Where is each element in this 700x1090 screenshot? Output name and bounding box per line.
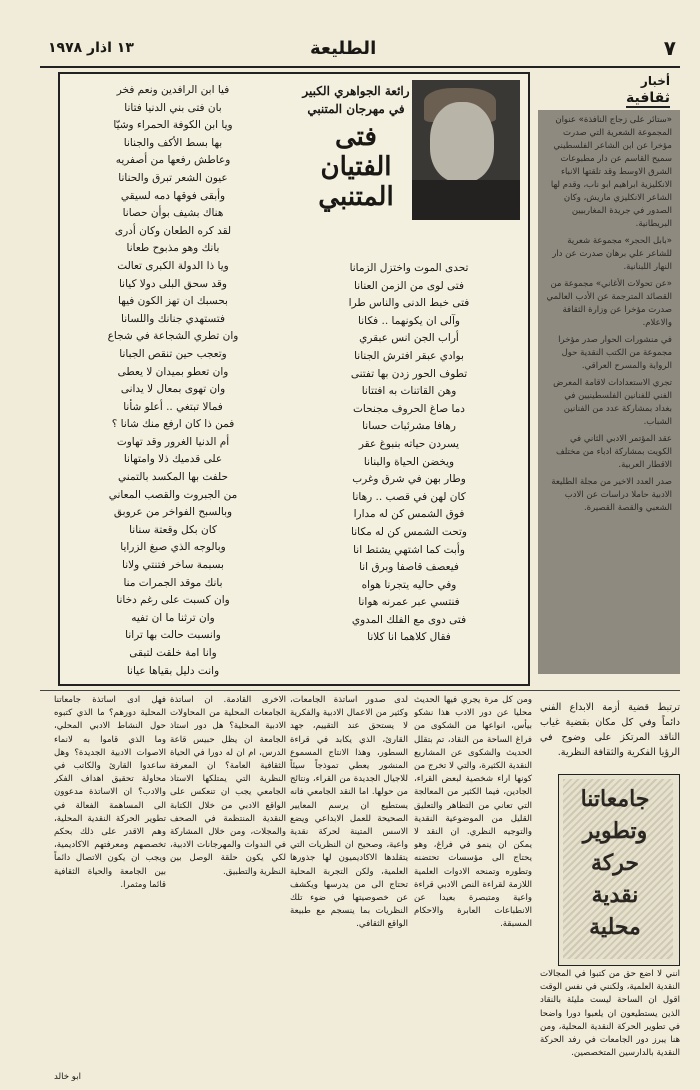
poem-subtitle-1: رائعة الجواهري الكبير bbox=[302, 84, 410, 98]
poem-verse: وان كسبت على رغم دخانا bbox=[116, 594, 230, 607]
poem-verse: رهافا مشرئبات حسانا bbox=[362, 420, 456, 433]
article-lead bbox=[540, 700, 680, 775]
poem-verse: وتعجب حين تنقص الجبانا bbox=[119, 347, 227, 360]
paragraph: الاخرى القادمة. ان اساتذة الجامعات المحلية من المحاولات الادبية المحلية؟ هل دور استاذ الجامعة ان يظل حبيس قاعة الدرس، ام ان له دورا في الحياة الثقافية العامة؟ ان المعرفة النظرية التي يمتلكها الاستاذ الجامعي يجب ان تنعكس على الواقع الادبي من خلال الكتابة النقدية المنتظمة في الصحف والمجلات، ومن خلال المشاركة في الندوات والمهرجانات الادبية، لكي يكون حلقة الوصل بين النظرية والتطبيق. bbox=[170, 695, 286, 877]
poem-verse: بانك وهو مذبوح طعانا bbox=[126, 242, 220, 255]
poem-verse: وطار بهن في شرق وغرب bbox=[352, 473, 466, 486]
poem-verse: على قدميك ذلا وامتهانا bbox=[123, 453, 223, 466]
article-column-5 bbox=[54, 694, 166, 1090]
news-item: صدر العدد الاخير من مجلة الطليعة الادبية حاملا دراسات عن الادب الشعبي والقصة القصيرة. bbox=[551, 477, 672, 513]
poem-verse: بان فتى بني الدنيا فتانا bbox=[124, 101, 222, 114]
poem-verse: وبالوجه الذي صبغ الزرايا bbox=[120, 541, 226, 554]
section-divider bbox=[40, 690, 680, 691]
news-item: «ستائر على زجاج النافذة» عنوان المجموعة الشعرية التي صدرت مؤخرا عن ابن الشاعر الفلسطيني سميح القاسم عن دار مطبوعات الشرق الاوسط وقد تلقتها الانباء الانكليزية ابراهيم ابو ناب، وقدم لها الشاعر الانكليزي ماريش، وكان الصدور في جريدة المغاربيين البريطانية. bbox=[550, 115, 672, 229]
title-word: جامعاتنا bbox=[580, 786, 650, 812]
poem-verse: فتى لوى من الزمن العنانا bbox=[354, 279, 464, 292]
poem-verse: وأبت كما اشتهي يشتط انا bbox=[353, 543, 465, 556]
poem-verse: حلفت بها المكسد بالتمني bbox=[118, 471, 228, 484]
poem-verse: هناك بشيف بوأن حصانا bbox=[122, 207, 224, 220]
poem-verse: وآلى ان يكونهما .. فكانا bbox=[358, 314, 460, 327]
poem-title: فتى الفتيان المتنبي bbox=[318, 122, 394, 212]
poem-verse: وبالسبح الفواخر من عروبق bbox=[113, 506, 233, 519]
poem-verse: فيا ابن الرافدين ونعم فخر bbox=[116, 84, 230, 96]
poem-verse: وانا امة خلقت لتبقى bbox=[129, 647, 217, 659]
poem-verse: لقد كره الطعان وكان أدرى bbox=[114, 224, 232, 237]
sidebar-title-1: أخبار bbox=[640, 74, 670, 88]
poem-verse: بحسبك ان تهز الكون فيها bbox=[118, 295, 228, 308]
author-signature: ابو خالد bbox=[54, 1072, 82, 1082]
news-item: عقد المؤتمر الادبي الثاني في الكويت بمشاركة ادباء من مختلف الاقطار العربية. bbox=[555, 434, 672, 470]
paragraph: انني لا اضع حق من كتبوا في المجالات النقدية العلمية، ولكنني في نفس الوقت اقول ان الساحة ليست مليئة بالنقاد الذين يستطيعون ان يلعبوا دورا واضحا في تطوير الحركة النقدية المحلية، ومن هنا يبرز دور الجامعات في رفد الحركة النقدية بالدارسين المتخصصين. bbox=[540, 969, 680, 1059]
poem-verse: فوق الشمس كن له مدارا bbox=[353, 508, 465, 521]
article-column-4 bbox=[170, 694, 286, 1090]
page-header bbox=[40, 36, 680, 68]
poem-verse: وتحت الشمس كن له مكانا bbox=[351, 525, 467, 538]
poem-verse: دما صاغ الحروف مجنحات bbox=[353, 402, 465, 415]
poem-verse: أم الدنيا الغرور وقد تهاوت bbox=[116, 435, 230, 448]
poem-verse: فيعصف قاصفا وبرق انا bbox=[359, 561, 459, 574]
article-column-1-bottom bbox=[540, 968, 680, 1088]
publication-name: الطليعة bbox=[310, 38, 377, 59]
poet-photo bbox=[412, 80, 520, 220]
poem-verse: وانسبت حالت بها ترانا bbox=[125, 629, 221, 642]
lead-paragraph: ترتبط قضية أزمة الابداع الفني دائماً وفي كل مكان بقضية غياب الناقد المرتكز على وضوح في الرؤيا الفكرية والثقافة النظرية. bbox=[540, 702, 680, 758]
news-item: في منشورات الحوار صدر مؤخرا مجموعة من الكتب النقدية حول الرواية والمسرح العراقي. bbox=[558, 335, 672, 371]
poem-verse: تطوف الحور زدن بها تفتنى bbox=[350, 367, 468, 380]
poem-verse: وعاطش رفعها من أصفريه bbox=[115, 154, 231, 167]
poem-verse: فتى خبط الدنى والناس طرا bbox=[348, 297, 470, 310]
poem-verse: فنتسي عبر عمرنه هوانا bbox=[358, 596, 460, 609]
poem-verse: عيون الشعر تبرق والحنانا bbox=[118, 171, 228, 184]
news-item: «بابل الحجر» مجموعة شعرية للشاعر علي برهان صدرت عن دار النهار اللبنانية. bbox=[552, 236, 672, 272]
poem-verse: وان تطري الشجاعة في شجاع bbox=[107, 330, 239, 343]
poet-face bbox=[430, 102, 494, 182]
poem-verse: بها بسط الأكف والجنانا bbox=[123, 136, 223, 149]
poem-verse: ويا ذا الدولة الكبرى تعالت bbox=[117, 259, 229, 272]
poem-verse: أراب الجن انس عبقري bbox=[359, 332, 459, 345]
poem-right-column bbox=[298, 260, 520, 647]
poem-verse: ويخضن الحياة والبنانا bbox=[363, 455, 455, 468]
poem-verse: بسبمة ساخر فتنتي ولانا bbox=[122, 559, 224, 572]
poet-coat bbox=[412, 180, 520, 220]
title-word: نقدية bbox=[591, 882, 639, 908]
poem-verse: من الجبروت والقصب المعاني bbox=[108, 488, 238, 501]
sidebar-news-list bbox=[538, 110, 680, 674]
poem-verse: وان تهوى بمعال لا يدانى bbox=[120, 383, 226, 396]
paragraph: لدى صدور اساتذة الجامعات، وكثير من الاعمال الادبية والفكرية لا يستحق عند التقييم، جهد القارئ، الذي يكابد في قراءة السطور، وهذا الانتاج المسموع المنشور يعطي تموذجاً سيئاً للاجيال الجديدة من القراء، ونتائج من حولها. اما النقد الجامعي فانه يستطيع ان يرسم المعايير الصحيحة للعمل الابداعي ويضع الاسس المتينة لحركة نقدية واعية، وصحيح ان النظريات التي يتقلدها الاكاديميون لها جذورها العلمية، ولكن التجربة المحلية تحتاج الى من يدرسها ويكشف عن خصوصيتها في ضوء تلك النظريات بما ينسجم مع طبيعة الواقع الثقافي. bbox=[290, 695, 408, 930]
news-item: تجري الاستعدادات لاقامة المعرض الفني للفنانين الفلسطينيين في بغداد بمشاركة عدد من الفنانين الشباب. bbox=[553, 378, 672, 427]
poem-verse: كان بكل وقعتة سنانا bbox=[129, 523, 217, 536]
poem-verse: بوادي عبقر افترش الجنانا bbox=[354, 349, 464, 362]
poem-verse: بانك موقد الجمرات منا bbox=[123, 576, 223, 589]
poem-verse: فقال كلاهما انا كلانا bbox=[367, 631, 451, 644]
issue-date: ١٣ اذار ١٩٧٨ bbox=[48, 40, 134, 56]
poem-verse: فمن ذا كان ارفع منك شانا ؟ bbox=[111, 418, 235, 431]
poem-verse: فمالا تبتغي .. أعلو شأنا bbox=[123, 400, 223, 413]
poem-verse: وفي حاليه يتجرنا هواه bbox=[361, 578, 457, 591]
poem-title-block bbox=[300, 84, 412, 212]
paragraph: ومن كل مرة يجري فيها الحديث محليا عن دور الادب هذا نشكو بيأس، انواعها من الشكوى من فراغ الساحة من النقاد، تم بتقلل الحديث والشكوى عن المشاريع النقدية الكثيرة، والتي لا تخرج من كونها اراء شخصية لبعض القراء، الجادين، فيما الكثير من المعالجة التي تعاني من التظاهر والتعليق القليل من الموضوعية النقدية والتوجيه النظري. ان النقد لا يمكن ان ينمو في فراغ، وهو يحتاج الى مؤسسات تحتضنه وتطوره وتمنحه الادوات العلمية اللازمة لقراءة النص الادبي قراءة واعية ومتبصرة بعيدا عن الانطباعات العابرة والاحكام المسبقة. bbox=[414, 695, 532, 930]
culture-news-sidebar bbox=[538, 70, 680, 680]
sidebar-title-2: ثقافية bbox=[626, 90, 670, 106]
poem-verse: فتستهدي جنانك واللسانا bbox=[121, 312, 225, 325]
poem-verse: وهن القاتنات به افتتانا bbox=[361, 385, 457, 398]
poem-verse: كان لهن في قصب .. رهانا bbox=[352, 490, 466, 503]
poem-verse: وان ترثنا ما ان تفيه bbox=[131, 611, 215, 624]
poem-verse: تحدى الموت واختزل الزمانا bbox=[349, 262, 469, 274]
article-column-3 bbox=[290, 694, 408, 1090]
article-title bbox=[559, 783, 671, 943]
title-word: حركة bbox=[590, 850, 639, 876]
paragraph: فهل ادى اساتذة جامعاتنا المحلية دورهم؟ ما الذي كتبوه حول النشاط الادبي المحلي، وما الذي قاموا به لانماء الاصوات الادبية الجديدة؟ وهل ساعدوا القارئ والكاتب في محاولة تحقيق اهداف الفكر والادب؟ ان الاساتذة مدعوون الى المساهمة الفعالة في تطوير الحركة النقدية المحلية، وهم الاقدر على ذلك بحكم تخصصهم ومعرفتهم الاكاديمية، ويجب ان يكون الاتصال دائماً بين الجامعة والحياة الثقافية قائما ومثمرا. bbox=[54, 695, 166, 890]
title-word: وتطوير bbox=[582, 818, 648, 844]
poem-verse: فتى دوى مع الفلك المدوي bbox=[351, 613, 467, 626]
poem-verse: وانت دليل بقياها عيانا bbox=[126, 664, 220, 677]
poem-verse: وان تعطو بميدان لا يعطى bbox=[117, 365, 229, 378]
poem-verse: ويا ابن الكوفة الحمراء وشيّا bbox=[113, 119, 233, 132]
title-word: محلية bbox=[589, 914, 641, 940]
poem-verse: يسردن حياته بنبوغ عقر bbox=[358, 437, 460, 450]
poem-verse: وأبقى فوقها دمه لسيقي bbox=[120, 189, 226, 202]
news-item: «عن تحولات الأغاني» مجموعة من القصائد المترجمة عن الأدب العالمي صدرت مؤخرا عن وزارة الثقافة والاعلام. bbox=[546, 279, 672, 328]
poem-left-column bbox=[66, 82, 280, 680]
page-number: ٧ bbox=[663, 36, 676, 60]
poem-subtitle-2: في مهرجان المتنبي bbox=[307, 102, 405, 116]
article-column-2 bbox=[414, 694, 532, 1090]
article-title-box bbox=[558, 774, 680, 966]
poem-verse: وقد سحق البلى دولا كيانا bbox=[118, 277, 228, 290]
